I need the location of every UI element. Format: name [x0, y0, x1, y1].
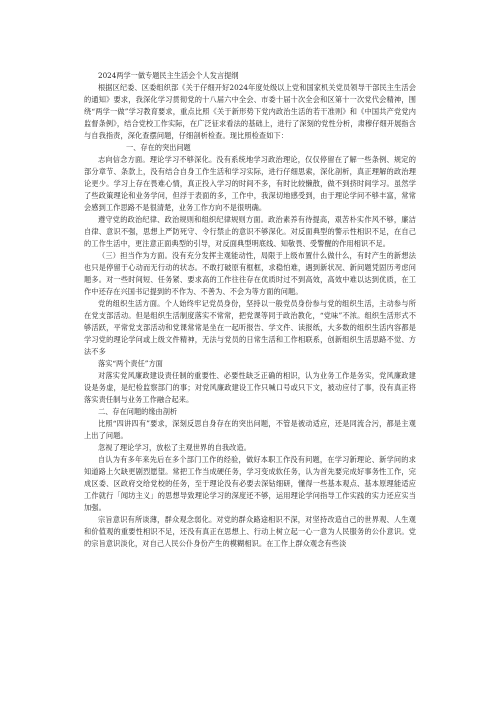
paragraph-party-style: 对落实党风廉政建设责任制的重要性、必要性缺乏正确的相识，认为业务工作是务实，党风廉政建设是务虚，是纪检监察部门的事；对党风廉政建设工作只喊口号或只下文，被动应付了事，没有真正将落实责任制与业务工作融合起来。: [84, 371, 416, 404]
paragraph-intro: 根据区纪委、区委组织部《关于仔细开好2024年度处级以上党和国家机关党员领导干部民主生活会的通知》要求，我深化学习贯彻党的十八届六中全会、市委十届十次全会和区第十一次党代会精神，围绕“两学一做”学习教育要求，重点比照《关于新形势下党内政治生活的若干准则》和《中国共产党党内监督条例》，结合党校工作实际，在广泛征求看法的基础上，进行了深刻的党性分析，肃穆仔细开展指含与自我指责，深化查摆问题，仔细剖析检查。现比照检查如下：: [84, 83, 416, 140]
subheading-two-responsibilities: 落实“两个责任”方面: [98, 359, 163, 368]
paragraph-org-life: 党的组织生活方面。个人始终牢记党员身份，坚持以一般党员身份参与党的组织生活，主动参与所在党支部活动。但是组织生活制度落实不常常，把党课等同于政治教化，“党味”不浓。组织生活形式不够活跃，平常党支部活动和党课常常是坐在一起听报告、学文件、读报纸，大多数的组织生活内容都是学习党的理论学问或上级文件精神，无法与党员的日常生活和工作相联系，创新组织生活思路不觉、方法不多: [84, 299, 416, 356]
paragraph-belief: 志向信念方面。理论学习不够深化。没有系统地学习政治理论，仅仅停留在了解一些条例、规定的部分章节、条款上，没有结合自身工作生活和学习实际，进行仔细思索，深化剖析，真正理解的政治理论更少。学习上存在畏难心情，真正投入学习的时间不多，有时比较懒散，做不到挤时间学习。虽然学了些政策理论和业务学问，但浮于表面的多，工作中，我深切地感受到，由于理论学问不够丰富，常常会感到工作思路不是很清楚，业务工作方向不是很明确。: [84, 155, 416, 212]
paragraph-theory-neglect: 忽视了理论学习，放松了主观世界的自我改造。: [98, 443, 252, 452]
paragraph-experience: 自认为有多年来先后在多个部门工作的经验，做好本职工作没有问题，在学习新理论、新学问的求知道路上欠缺更剧烈愿望。常把工作当成硬任务，学习变成软任务，认为首先要完成好事务性工作，完成区委、区政府交给党校的任务，至于理论没有必要去深钻细研，懂得一些基本观点、基本原理能适应工作就行「闻坊主义」的思想导致理论学习的深度还不够，运用理论学问指导工作实践的实力还应实当加强。: [84, 455, 416, 512]
section-heading-causes: 二、存在问题的缘由剖析: [98, 407, 178, 416]
document-title: 2024两学一做专题民主生活会个人发言提纲: [98, 71, 239, 80]
paragraph-responsibility: （三）担当作为方面。没有充分发挥主观能动性，局限于上级布置什么做什么，有时产生的新想法也只是停留于心动而无行动的状态。不敢打破原有框框，求稳怕难，遇到新状况、新问题凭固历考虑问题多。对一些时间短、任务紧、要求高的工作往往存在优质时过不到高效，高效中难以达到优质，在工作中还存在兴国书记提到的不作为、不善为、不会为等方面的问题。: [84, 251, 416, 296]
paragraph-four-speak: 比照“四讲四有”要求，深刻反思自身存在的突出问题，不管是被动适应，还是同流合污，都是主观上出了问题。: [84, 419, 416, 440]
paragraph-discipline: 遵守党的政治纪律、政治规则和组织纪律规则方面。政治素养有待提高，艰苦朴实作风不够，廉洁自律、意识不强，思想上严防死守、令行禁止的意识不够深化。对反面典型的警示性相识不足，在自己的工作生活中，更注意正面典型的引导，对反面典型明底线、知敬畏、受警醒的作用相识不足。: [84, 215, 416, 248]
paragraph-purpose: 宗旨意识有所谈薄，群众观念弱化。对党的群众路途相识不深，对坚持改造自己的世界观、人生观和价值观的重要性相识不足，还没有真正在思想上、行动上树立起一心一意为人民服务的公仆意识。党的宗旨意识淡化，对自己人民公仆身份产生的模糊相识。在工作上群众观念有些淡: [84, 515, 416, 548]
section-heading-problems: 一、存在的突出问题: [126, 143, 191, 152]
